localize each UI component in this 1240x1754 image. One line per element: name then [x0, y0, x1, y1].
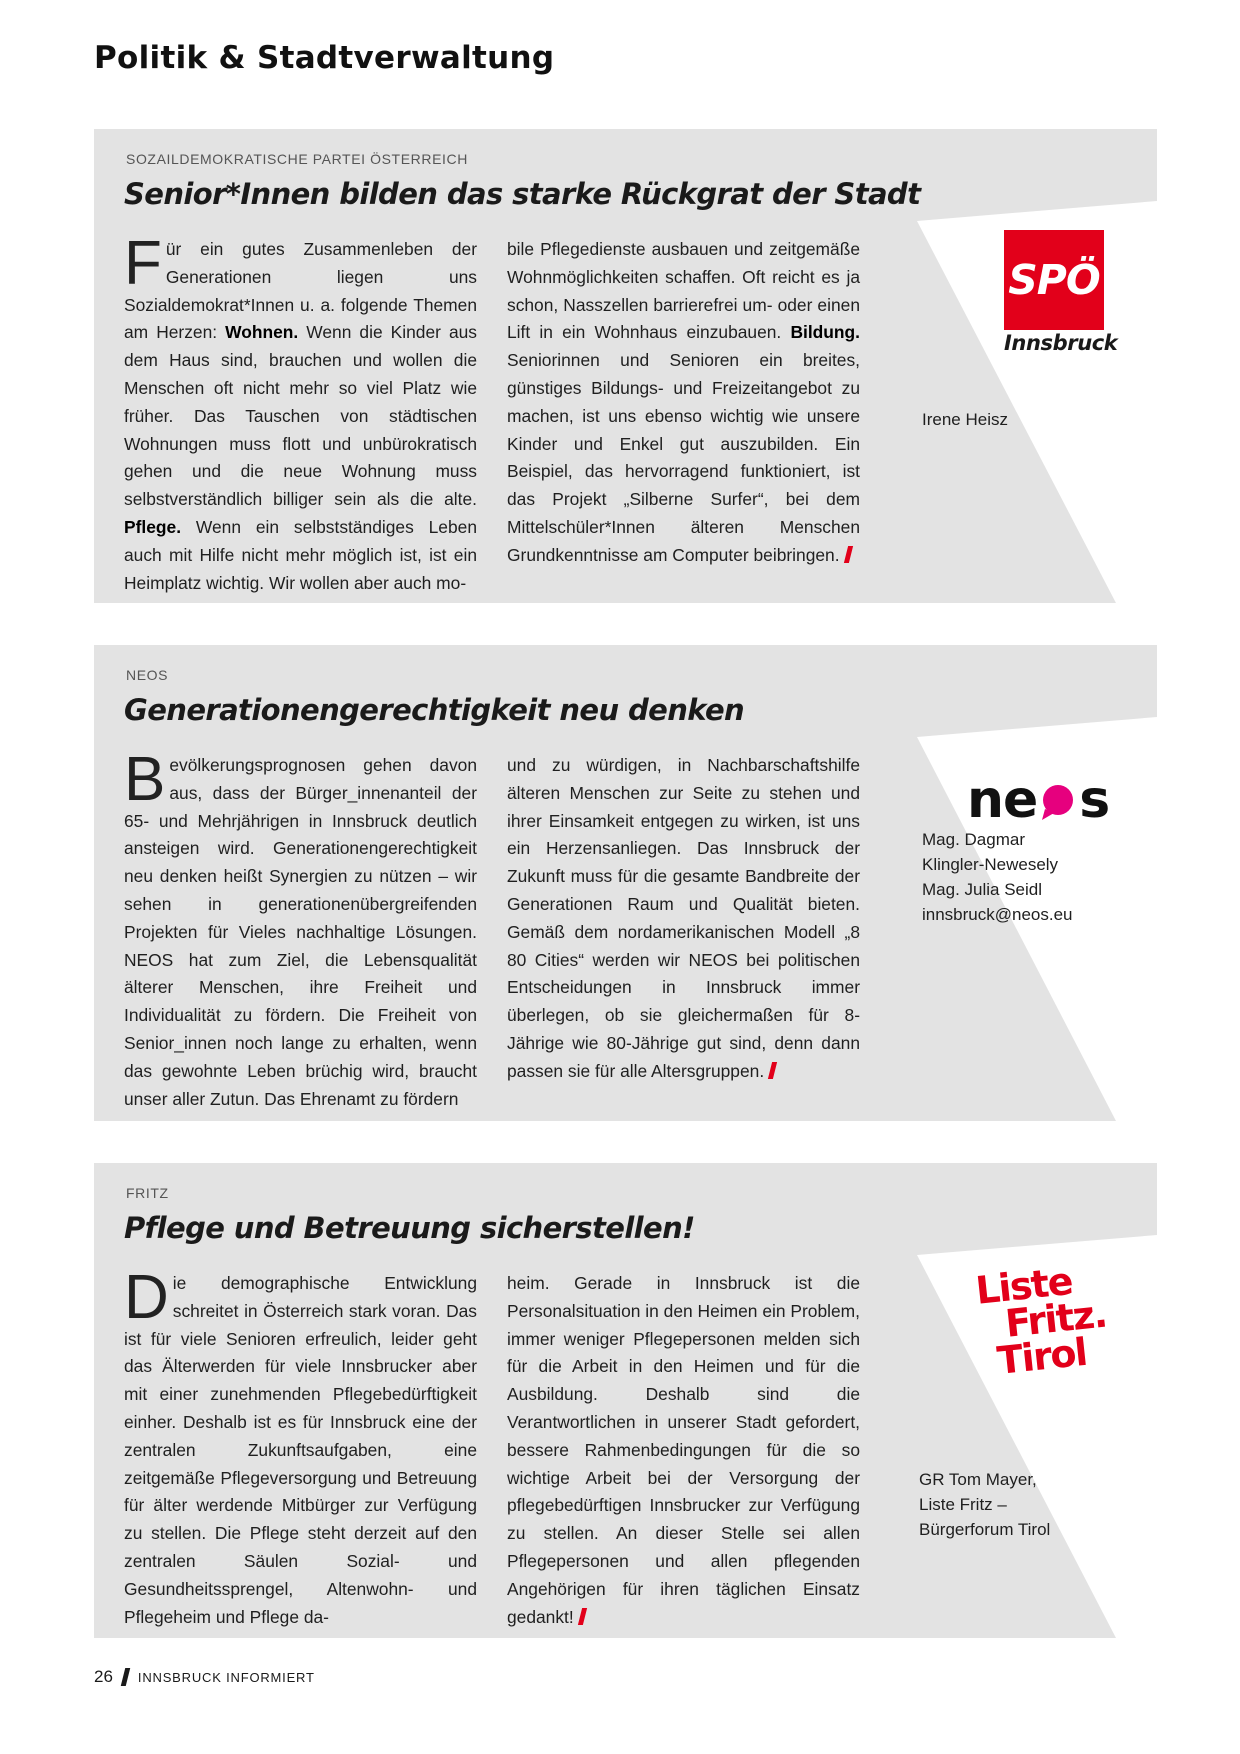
author-line: GR Tom Mayer, [919, 1470, 1037, 1489]
paragraph-text: heim. Gerade in Innsbruck ist die Personalsituation in den Heimen ein Problem, immer weniger Pflegepersonen melden sich für die Arbeit in den Heimen und für die Ausbildung. Deshalb sind die Verantwortlichen in unserer Stadt gefordert, bessere Rahmenbedingungen für die so wichtige Arbeit bei der Versorgung der pflegebedürftigen Innsbrucker zur Verfügung zu stellen. An dieser Stelle sei allen Pflegepersonen und allen pflegenden Angehörigen für ihren täglichen Einsatz gedankt! [507, 1273, 860, 1627]
author-line: Bürgerforum Tirol [919, 1520, 1051, 1539]
speech-bubble-icon [1039, 783, 1077, 821]
party-label: FRITZ [126, 1185, 169, 1201]
article-text-column-1 [124, 229, 477, 597]
neos-logo-text: ne [967, 770, 1038, 830]
party-label: SOZAILDEMOKRATISCHE PARTEI ÖSTERREICH [126, 151, 468, 167]
article-text-column-1 [124, 745, 477, 1113]
article-neos [94, 645, 1157, 1121]
spo-logo-city: Innsbruck [1004, 331, 1118, 355]
article-headline: Generationengerechtigkeit neu denken [124, 693, 745, 727]
logo-word: Fritz. [1003, 1291, 1109, 1346]
paragraph-text: und zu würdigen, in Nachbarschaftshilfe älteren Menschen zur Seite zu stehen und ihrer Einsamkeit entgegen zu wirken, ist uns ein Herzensanliegen. Das Innsbruck der Zukunft muss für die gesamte Bandbreite der Generationen Raum und Qualität bieten. Gemäß dem nordamerikanischen Modell „8 80 Cities“ werden wir NEOS bei politischen Entscheidungen in Innsbruck immer überlegen, ob sie gleichermaßen für 8-Jährige wie 80-Jährige gut sind, denn dann passen sie für alle Altersgruppen. [507, 755, 860, 1081]
topic-keyword: Pflege. [124, 516, 182, 537]
author-line: Irene Heisz [922, 410, 1008, 429]
author-block [919, 1467, 1050, 1542]
article-text-column-2 [507, 1270, 860, 1631]
author-line: Mag. Dagmar [922, 830, 1025, 849]
author-line: Klingler-Newesely [922, 855, 1059, 874]
spo-logo [1004, 230, 1118, 355]
author-email: innsbruck@neos.eu [922, 905, 1073, 924]
end-mark-icon [768, 1062, 777, 1079]
author-line: Mag. Julia Seidl [922, 880, 1043, 899]
paragraph-text: Wenn ein selbstständiges Leben auch mit Hilfe nicht mehr möglich ist, ist ein Heimplatz wichtig. Wir wollen aber auch mo- [124, 516, 477, 593]
neos-logo-text: s [1079, 770, 1110, 830]
party-label: NEOS [126, 667, 169, 683]
drop-cap: F [124, 229, 162, 298]
publication-name: INNSBRUCK INFORMIERT [137, 1669, 315, 1685]
logo-word: Liste [973, 1258, 1074, 1313]
author-line: Liste Fritz – [919, 1495, 1007, 1514]
topic-keyword: Wohnen. [225, 322, 299, 343]
page-number: 26 [94, 1667, 113, 1686]
drop-cap: B [124, 745, 166, 814]
article-text-column-2 [507, 236, 860, 570]
end-mark-icon [578, 1608, 587, 1625]
page-footer [94, 1667, 315, 1687]
end-mark-icon [843, 546, 852, 563]
paragraph-text: ie demographische Entwicklung schreitet in Österreich stark voran. Das ist für viele Senioren erfreulich, leider geht das Älterwerden für viele Innsbrucker aber mit einer zunehmenden Pflegebedürftigkeit einher. Deshalb ist es für Innsbruck eine der zentralen Zukunftsaufgaben, eine zeitgemäße Pflegeversorgung und Betreuung für älter werdende Mitbürger zur Verfügung zu stellen. Die Pflege steht derzeit auf den zentralen Säulen Sozial- und Gesundheitssprengel, Altenwohn- und Pflegeheim und Pflege da- [124, 1273, 477, 1627]
article-spo [94, 129, 1157, 603]
paragraph-text: ür ein gutes Zusammenleben der Generationen liegen uns Sozialdemokrat*Innen u. a. folgende Themen am Herzen: [124, 239, 477, 343]
author-block [922, 407, 1008, 432]
spo-logo-mark: SPÖ [1004, 230, 1104, 330]
article-fritz [94, 1163, 1157, 1638]
drop-cap: D [124, 1263, 169, 1332]
neos-logo [967, 770, 1109, 830]
author-block [922, 827, 1073, 927]
page-title: Politik & Stadtverwaltung [94, 40, 555, 76]
slash-divider-icon [121, 1668, 130, 1686]
paragraph-text: bile Pflegedienste ausbauen und zeitgemäße Wohnmöglichkeiten schaffen. Oft reicht es ja schon, Nasszellen barrierefrei um- oder einen Lift in ein Wohnhaus einzubauen. [507, 239, 860, 343]
liste-fritz-logo [973, 1258, 1125, 1383]
paragraph-text: evölkerungsprognosen gehen davon aus, dass der Bürger_innenanteil der 65- und Mehrjährigen in Innsbruck deutlich ansteigen wird. Generationengerechtigkeit neu denken heißt Synergien zu nützen – wir sehen in generationenübergreifenden Projekten für Vieles nachhaltige Lösungen. NEOS hat zum Ziel, die Lebensqualität älterer Menschen, ihre Freiheit und Individualität zu fördern. Die Freiheit von Senior_innen noch lange zu erhalten, wenn das gewohnte Leben brüchig wird, braucht unser aller Zutun. Das Ehrenamt zu fördern [124, 755, 477, 1109]
logo-word: Tirol [995, 1329, 1089, 1383]
topic-keyword: Bildung. [790, 322, 860, 343]
paragraph-text: Wenn die Kinder aus dem Haus sind, brauchen und wollen die Menschen oft nicht mehr so viel Platz wie früher. Das Tauschen von städtischen Wohnungen muss flott und unbürokratisch gehen und die neue Wohnung muss selbstverständlich billiger sein als die alte. [124, 322, 477, 510]
article-headline: Pflege und Betreuung sicherstellen! [124, 1211, 695, 1245]
article-text-column-1 [124, 1263, 477, 1631]
paragraph-text: Seniorinnen und Senioren ein breites, günstiges Bildungs- und Freizeitangebot zu machen, ist uns ebenso wichtig wie unsere Kinder und Enkel gut auszubilden. Ein Beispiel, das hervorragend funktioniert, ist das Projekt „Silberne Surfer“, bei dem Mittelschüler*Innen älteren Menschen Grundkenntnisse am Computer beibringen. [507, 350, 860, 565]
article-headline: Senior*Innen bilden das starke Rückgrat der Stadt [124, 177, 921, 211]
article-text-column-2 [507, 752, 860, 1086]
